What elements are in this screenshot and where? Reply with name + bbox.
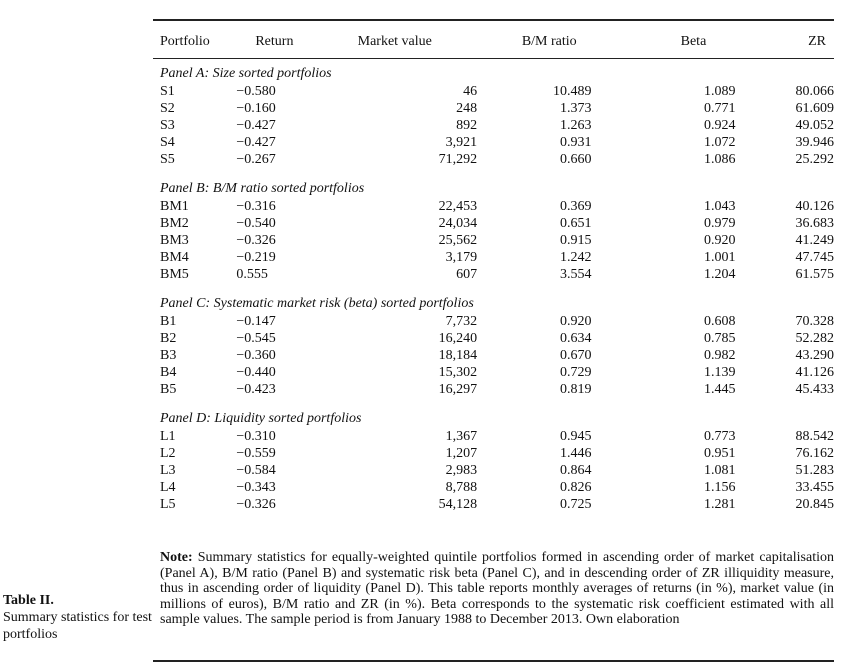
- cell-beta: 1.445: [703, 382, 736, 397]
- cell-market-value: 16,240: [438, 331, 478, 346]
- cell-market-value: 2,983: [445, 463, 478, 478]
- cell-portfolio: B2: [160, 331, 177, 346]
- cell-bm-ratio: 0.651: [559, 216, 592, 231]
- table-bottom-rule: [153, 660, 834, 662]
- cell-zr: 47.745: [795, 250, 834, 265]
- panel-title-row: [160, 295, 834, 313]
- panel-title: Panel A: Size sorted portfolios: [160, 66, 332, 81]
- cell-return: −0.343: [236, 480, 276, 495]
- panel-spacer: [160, 168, 834, 180]
- col-header-market-value: Market value: [357, 34, 432, 49]
- cell-bm-ratio: 0.369: [559, 199, 592, 214]
- cell-market-value: 16,297: [438, 382, 478, 397]
- cell-zr: 49.052: [795, 118, 834, 133]
- table-note: [160, 550, 834, 628]
- cell-portfolio: S2: [160, 101, 175, 116]
- panel-spacer: [160, 398, 834, 410]
- cell-zr: 52.282: [795, 331, 834, 346]
- cell-return: −0.310: [236, 429, 276, 444]
- cell-bm-ratio: 1.263: [559, 118, 592, 133]
- cell-bm-ratio: 1.446: [559, 446, 592, 461]
- cell-market-value: 54,128: [438, 497, 478, 512]
- note-label: Note:: [160, 550, 193, 565]
- table-row: [160, 100, 834, 117]
- caption-text: Summary statistics for test portfolios: [3, 610, 152, 642]
- col-header-return: Return: [255, 34, 294, 49]
- cell-portfolio: L1: [160, 429, 176, 444]
- cell-bm-ratio: 0.725: [559, 497, 592, 512]
- table-top-rule: [153, 19, 834, 21]
- cell-portfolio: S5: [160, 152, 175, 167]
- col-header-beta: Beta: [680, 34, 707, 49]
- cell-market-value: 1,367: [445, 429, 478, 444]
- cell-beta: 1.089: [703, 84, 736, 99]
- table-row: [160, 381, 834, 398]
- table-header-row: [160, 31, 834, 53]
- cell-bm-ratio: 0.920: [559, 314, 592, 329]
- cell-return: −0.427: [236, 118, 276, 133]
- table-row: [160, 266, 834, 283]
- cell-bm-ratio: 0.915: [559, 233, 592, 248]
- cell-beta: 1.001: [703, 250, 736, 265]
- table-row: [160, 151, 834, 168]
- cell-zr: 61.609: [795, 101, 834, 116]
- cell-portfolio: L4: [160, 480, 176, 495]
- summary-statistics-table: [160, 31, 834, 513]
- cell-return: −0.360: [236, 348, 276, 363]
- cell-return: −0.440: [236, 365, 276, 380]
- cell-return: −0.545: [236, 331, 276, 346]
- cell-portfolio: B5: [160, 382, 177, 397]
- col-header-portfolio: Portfolio: [160, 34, 210, 49]
- cell-return: 0.555: [236, 267, 268, 282]
- cell-portfolio: BM5: [160, 267, 189, 282]
- table-caption: [3, 592, 153, 643]
- cell-zr: 41.126: [795, 365, 834, 380]
- cell-beta: 0.773: [703, 429, 736, 444]
- cell-beta: 1.281: [703, 497, 736, 512]
- cell-market-value: 3,179: [445, 250, 478, 265]
- cell-market-value: 15,302: [438, 365, 478, 380]
- cell-portfolio: S1: [160, 84, 175, 99]
- cell-beta: 1.139: [703, 365, 736, 380]
- panel-title-row: [160, 65, 834, 83]
- cell-beta: 1.072: [703, 135, 736, 150]
- cell-zr: 61.575: [795, 267, 834, 282]
- cell-beta: 1.081: [703, 463, 736, 478]
- cell-portfolio: L2: [160, 446, 176, 461]
- panel-title-row: [160, 410, 834, 428]
- table-row: [160, 83, 834, 100]
- table-row: [160, 445, 834, 462]
- cell-beta: 1.086: [703, 152, 736, 167]
- panel-title-row: [160, 180, 834, 198]
- cell-zr: 88.542: [795, 429, 834, 444]
- cell-market-value: 3,921: [445, 135, 478, 150]
- cell-return: −0.584: [236, 463, 276, 478]
- cell-portfolio: S4: [160, 135, 175, 150]
- cell-market-value: 7,732: [445, 314, 478, 329]
- cell-portfolio: S3: [160, 118, 175, 133]
- cell-market-value: 25,562: [438, 233, 478, 248]
- table-row: [160, 479, 834, 496]
- cell-beta: 0.771: [703, 101, 736, 116]
- cell-beta: 1.156: [703, 480, 736, 495]
- cell-return: −0.160: [236, 101, 276, 116]
- cell-zr: 40.126: [795, 199, 834, 214]
- panel-title: Panel B: B/M ratio sorted portfolios: [160, 181, 365, 196]
- cell-zr: 51.283: [795, 463, 834, 478]
- table-row: [160, 462, 834, 479]
- table-row: [160, 330, 834, 347]
- cell-beta: 1.043: [703, 199, 736, 214]
- cell-return: −0.147: [236, 314, 276, 329]
- cell-bm-ratio: 3.554: [559, 267, 592, 282]
- cell-market-value: 18,184: [438, 348, 478, 363]
- cell-portfolio: L5: [160, 497, 176, 512]
- cell-zr: 80.066: [795, 84, 834, 99]
- cell-bm-ratio: 0.931: [559, 135, 592, 150]
- table-row: [160, 428, 834, 445]
- caption-label: Table II.: [3, 593, 54, 608]
- cell-zr: 20.845: [795, 497, 834, 512]
- cell-bm-ratio: 0.634: [559, 331, 592, 346]
- cell-bm-ratio: 0.945: [559, 429, 592, 444]
- cell-zr: 43.290: [795, 348, 834, 363]
- cell-bm-ratio: 0.670: [559, 348, 592, 363]
- table-row: [160, 249, 834, 266]
- cell-portfolio: B1: [160, 314, 177, 329]
- cell-beta: 0.982: [703, 348, 736, 363]
- cell-portfolio: BM1: [160, 199, 189, 214]
- cell-beta: 0.920: [703, 233, 736, 248]
- panel-spacer: [160, 53, 834, 65]
- cell-return: −0.540: [236, 216, 276, 231]
- table-row: [160, 364, 834, 381]
- note-text: Summary statistics for equally-weighted quintile portfolios formed in ascending order of market capitalisation (Panel A), B/M ratio (Panel B) and systematic risk beta (Panel C), and in descending order of ZR illiquidity measure, thus in ascending order of liquidity (Panel D). This table reports monthly averages of returns (in %), market value (in millions of euros), B/M ratio and ZR (in %). Beta corresponds to the systematic risk coefficient estimated with all sample values. The sample period is from January 1988 to December 2013. Own elaboration: [160, 550, 834, 628]
- cell-return: −0.326: [236, 497, 276, 512]
- cell-zr: 45.433: [795, 382, 834, 397]
- cell-beta: 0.608: [703, 314, 736, 329]
- cell-beta: 0.951: [703, 446, 736, 461]
- cell-bm-ratio: 0.729: [559, 365, 592, 380]
- cell-bm-ratio: 0.819: [559, 382, 592, 397]
- cell-bm-ratio: 10.489: [552, 84, 592, 99]
- cell-return: −0.267: [236, 152, 276, 167]
- cell-bm-ratio: 0.660: [559, 152, 592, 167]
- cell-zr: 33.455: [795, 480, 834, 495]
- cell-bm-ratio: 0.864: [559, 463, 592, 478]
- cell-market-value: 892: [456, 118, 478, 133]
- col-header-zr: ZR: [808, 34, 826, 49]
- cell-portfolio: BM4: [160, 250, 189, 265]
- cell-zr: 70.328: [795, 314, 834, 329]
- panel-spacer: [160, 283, 834, 295]
- cell-market-value: 22,453: [438, 199, 478, 214]
- cell-beta: 1.204: [703, 267, 736, 282]
- panel-title: Panel D: Liquidity sorted portfolios: [160, 411, 362, 426]
- cell-zr: 41.249: [795, 233, 834, 248]
- cell-return: −0.427: [236, 135, 276, 150]
- cell-bm-ratio: 0.826: [559, 480, 592, 495]
- table-body: [160, 53, 834, 513]
- cell-market-value: 46: [463, 84, 478, 99]
- table-row: [160, 496, 834, 513]
- table-row: [160, 215, 834, 232]
- cell-market-value: 71,292: [438, 152, 478, 167]
- cell-portfolio: BM2: [160, 216, 189, 231]
- table-row: [160, 198, 834, 215]
- cell-zr: 25.292: [795, 152, 834, 167]
- cell-portfolio: B3: [160, 348, 177, 363]
- col-header-bm-ratio: B/M ratio: [521, 34, 577, 49]
- cell-return: −0.219: [236, 250, 276, 265]
- cell-portfolio: BM3: [160, 233, 189, 248]
- cell-bm-ratio: 1.373: [559, 101, 592, 116]
- cell-beta: 0.924: [703, 118, 736, 133]
- cell-market-value: 8,788: [445, 480, 478, 495]
- cell-return: −0.316: [236, 199, 276, 214]
- cell-beta: 0.785: [703, 331, 736, 346]
- cell-zr: 76.162: [795, 446, 834, 461]
- table-row: [160, 347, 834, 364]
- cell-return: −0.423: [236, 382, 276, 397]
- cell-return: −0.326: [236, 233, 276, 248]
- table-row: [160, 313, 834, 330]
- cell-portfolio: L3: [160, 463, 176, 478]
- table-row: [160, 134, 834, 151]
- cell-market-value: 248: [456, 101, 478, 116]
- cell-market-value: 607: [456, 267, 478, 282]
- cell-zr: 36.683: [795, 216, 834, 231]
- cell-beta: 0.979: [703, 216, 736, 231]
- cell-return: −0.559: [236, 446, 276, 461]
- cell-portfolio: B4: [160, 365, 177, 380]
- cell-market-value: 24,034: [438, 216, 478, 231]
- cell-bm-ratio: 1.242: [559, 250, 592, 265]
- cell-return: −0.580: [236, 84, 276, 99]
- cell-market-value: 1,207: [445, 446, 478, 461]
- cell-zr: 39.946: [795, 135, 834, 150]
- panel-title: Panel C: Systematic market risk (beta) sorted portfolios: [160, 296, 474, 311]
- table-row: [160, 117, 834, 134]
- table-row: [160, 232, 834, 249]
